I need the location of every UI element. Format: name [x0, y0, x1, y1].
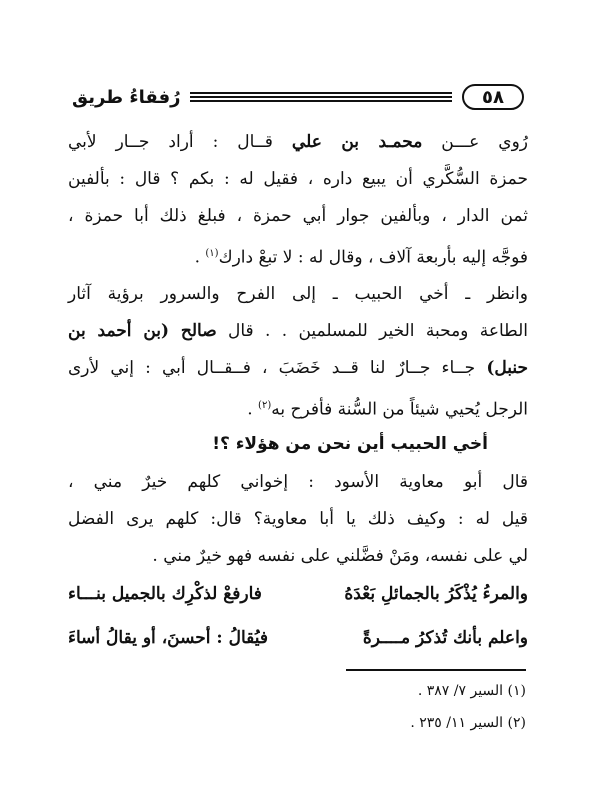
- verse-first-hemistich: واعلم بأنك تُذكرُ مــــرةً: [362, 628, 528, 648]
- paragraph-1-line-1: رُوي عـــن محمـد بن علي قــال : أراد جــار لأبي: [68, 132, 529, 152]
- poem-verse: [68, 620, 528, 656]
- paragraph-1-line-2: حمزة السُّكَّري أن يبيع داره ، فقيل له : بكم ؟ قال : بألفين: [68, 169, 528, 189]
- book-title: رُفقاءُ طريق: [72, 87, 181, 108]
- paragraph-3-line-3: لي على نفسه، ومَنْ فضَّلني على نفسه فهو خيرٌ مني .: [152, 546, 528, 566]
- poem-verse: [68, 576, 528, 612]
- verse-second-hemistich: فيُقالُ : أحسنَ، أو يقالُ أساءَ: [68, 628, 269, 648]
- paragraph-1: [68, 124, 528, 277]
- footnote-ref-2[interactable]: (٢): [258, 400, 272, 411]
- paragraph-2: [68, 276, 528, 429]
- verse-second-hemistich: فارفعْ لذكْرِك بالجميل بنـــاء: [68, 584, 262, 604]
- footnote: (١) السير ٧/ ٣٨٧ .: [417, 683, 526, 699]
- footnote-divider: [346, 669, 526, 671]
- narrator-name: محمـد بن علي: [291, 132, 423, 152]
- page-number: ٥٨: [462, 84, 524, 110]
- paragraph-2-line-3: حنبل) جــاء جــارٌ لنا قــد خَضَبَ ، فــقــال أبي : إني لأرى: [68, 358, 528, 378]
- scholar-name: صالح (بن أحمد بن: [68, 321, 217, 341]
- paragraph-3: [68, 464, 528, 575]
- scholar-name-cont: حنبل): [486, 358, 528, 378]
- paragraph-2-line-2: الطاعة ومحبة الخير للمسلمين . . قال صالح (بن أحمد بن: [68, 321, 528, 341]
- page-header: [72, 84, 524, 114]
- sub-heading: أخي الحبيب أين نحن من هؤلاء ؟!: [212, 434, 488, 454]
- paragraph-1-line-4: فوجَّه إليه بأربعة آلاف ، وقال له : لا تبعْ دارك$^{(١)}$ .: [194, 247, 528, 268]
- paragraph-1-line-3: ثمن الدار ، وبألفين جوار أبي حمزة ، فبلغ ذلك أبا حمزة ،: [68, 206, 528, 226]
- paragraph-2-line-1: وانظر ـ أخي الحبيب ـ إلى الفرح والسرور برؤية آثار: [68, 284, 528, 304]
- paragraph-3-line-1: قال أبو معاوية الأسود : إخواني كلهم خيرٌ مني ،: [68, 472, 528, 492]
- paragraph-3-line-2: قيل له : وكيف ذلك يا أبا معاوية؟ قال: كلهم يرى الفضل: [68, 509, 528, 529]
- footnote: (٢) السير ١١/ ٢٣٥ .: [410, 715, 526, 731]
- verse-first-hemistich: والمرءُ يُذْكَرُ بالجمائلِ بَعْدَهُ: [344, 584, 528, 604]
- header-rule: [190, 92, 452, 104]
- paragraph-2-line-4: الرجل يُحيي شيئاً من السُّنة فأفرح به$^{(٢)}$ .: [247, 399, 528, 420]
- footnote-ref-1[interactable]: (١): [205, 248, 219, 259]
